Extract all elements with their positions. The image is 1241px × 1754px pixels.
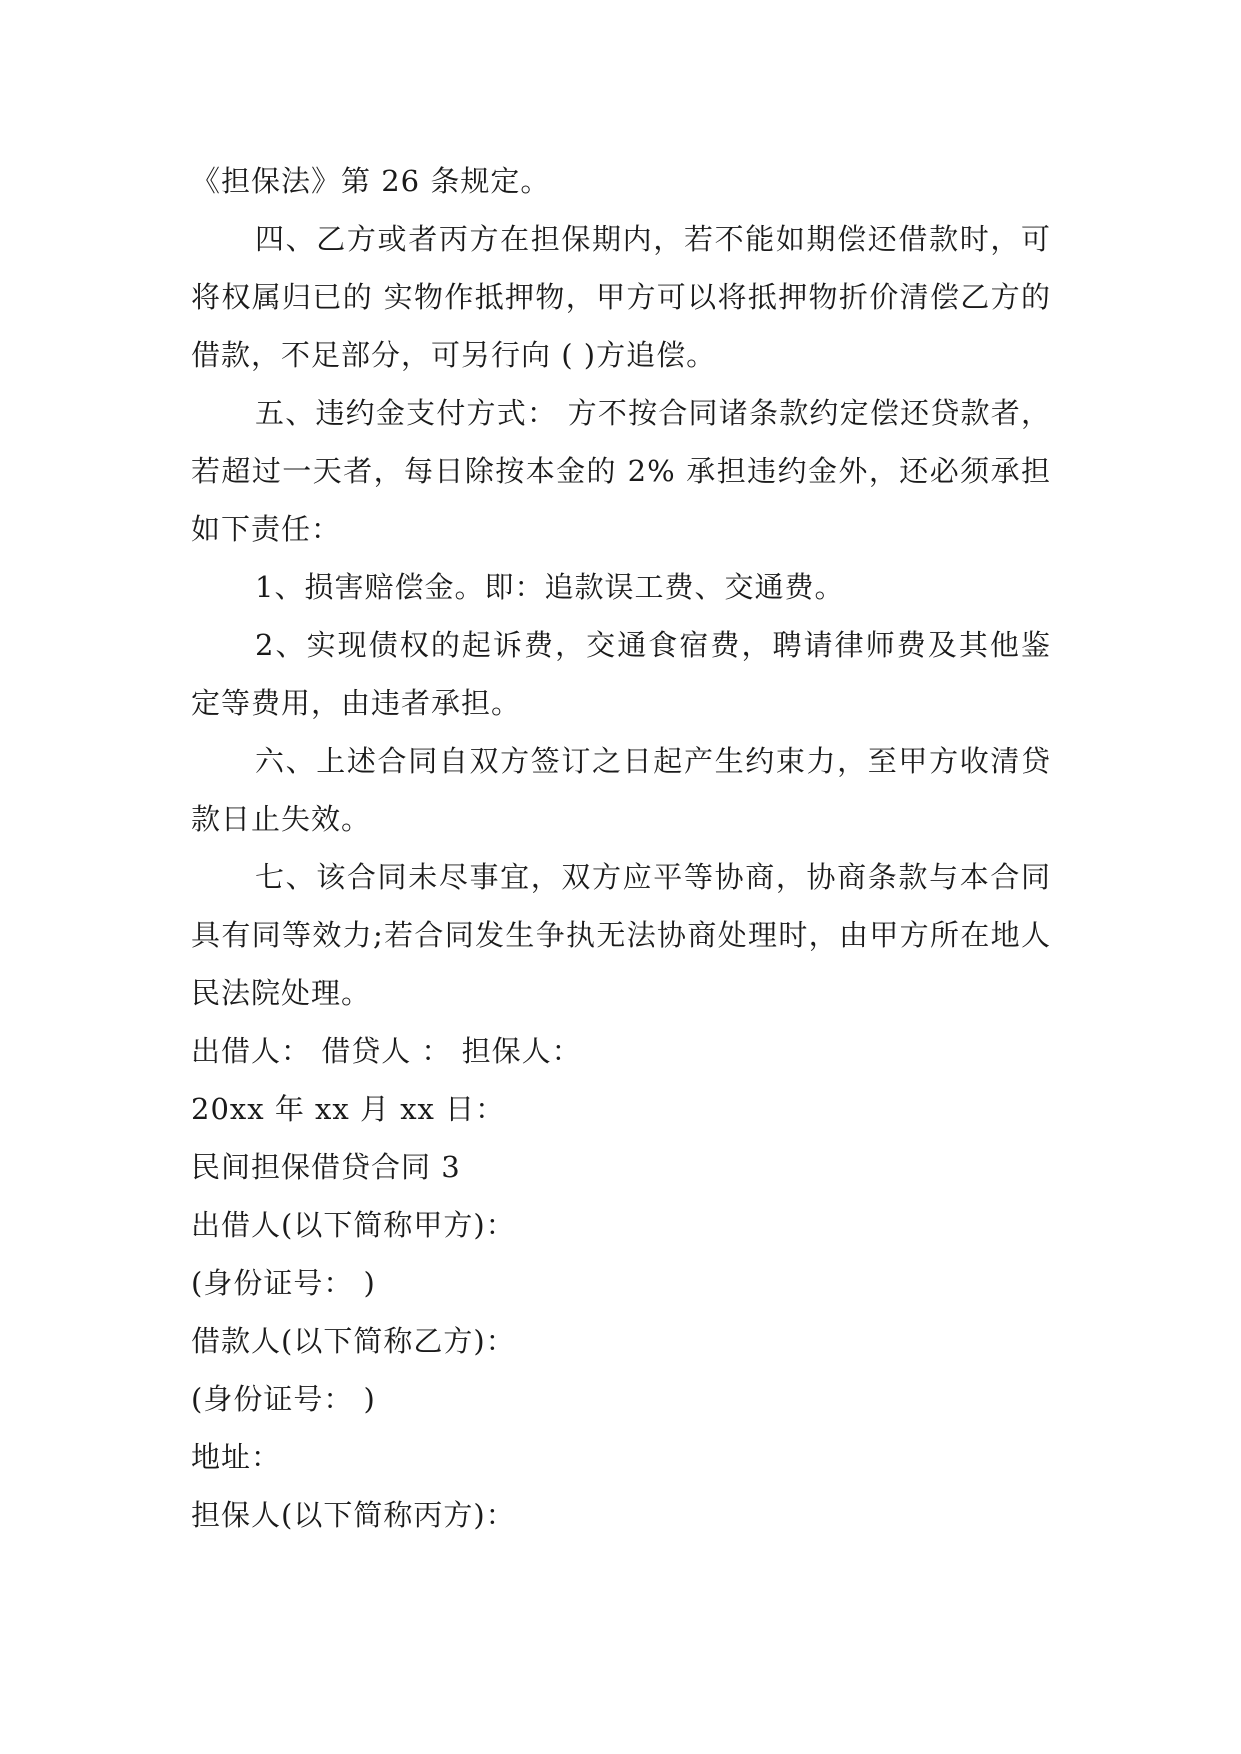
- clause-5-item-1: 1、损害赔偿金。即：追款误工费、交通费。: [255, 570, 845, 604]
- contract-title: 民间担保借贷合同 3: [191, 1150, 461, 1184]
- signature-line: 出借人： 借贷人 ： 担保人：: [191, 1034, 582, 1068]
- date-line: 20xx 年 xx 月 xx 日：: [191, 1092, 506, 1126]
- document-body: [191, 152, 1051, 1544]
- clause-5-item-2: 2、实现债权的起诉费，交通食宿费，聘请律师费及其他鉴定等费用，由违者承担。: [191, 628, 1051, 720]
- clause-6: 六、上述合同自双方签订之日起产生约束力，至甲方收清贷款日止失效。: [191, 744, 1051, 836]
- guarantor-line: 担保人(以下简称丙方)：: [191, 1498, 516, 1532]
- lender-line: 出借人(以下简称甲方)：: [191, 1208, 516, 1242]
- clause-5: 五、违约金支付方式： 方不按合同诸条款约定偿还贷款者，若超过一天者，每日除按本金的 2% 承担违约金外，还必须承担如下责任：: [191, 396, 1051, 546]
- lender-id-line: (身份证号： ): [191, 1266, 376, 1300]
- borrower-id-line: (身份证号： ): [191, 1382, 376, 1416]
- clause-4: 四、乙方或者丙方在担保期内，若不能如期偿还借款时，可将权属归已的 实物作抵押物，甲方可以将抵押物折价清偿乙方的借款，不足部分，可另行向 ( )方追偿。: [191, 222, 1051, 372]
- address-line: 地址：: [191, 1440, 282, 1474]
- clause-7: 七、该合同未尽事宜，双方应平等协商，协商条款与本合同具有同等效力;若合同发生争执无法协商处理时，由甲方所在地人民法院处理。: [191, 860, 1051, 1010]
- paragraph-continuation: 《担保法》第 26 条规定。: [191, 164, 551, 198]
- borrower-line: 借款人(以下简称乙方)：: [191, 1324, 516, 1358]
